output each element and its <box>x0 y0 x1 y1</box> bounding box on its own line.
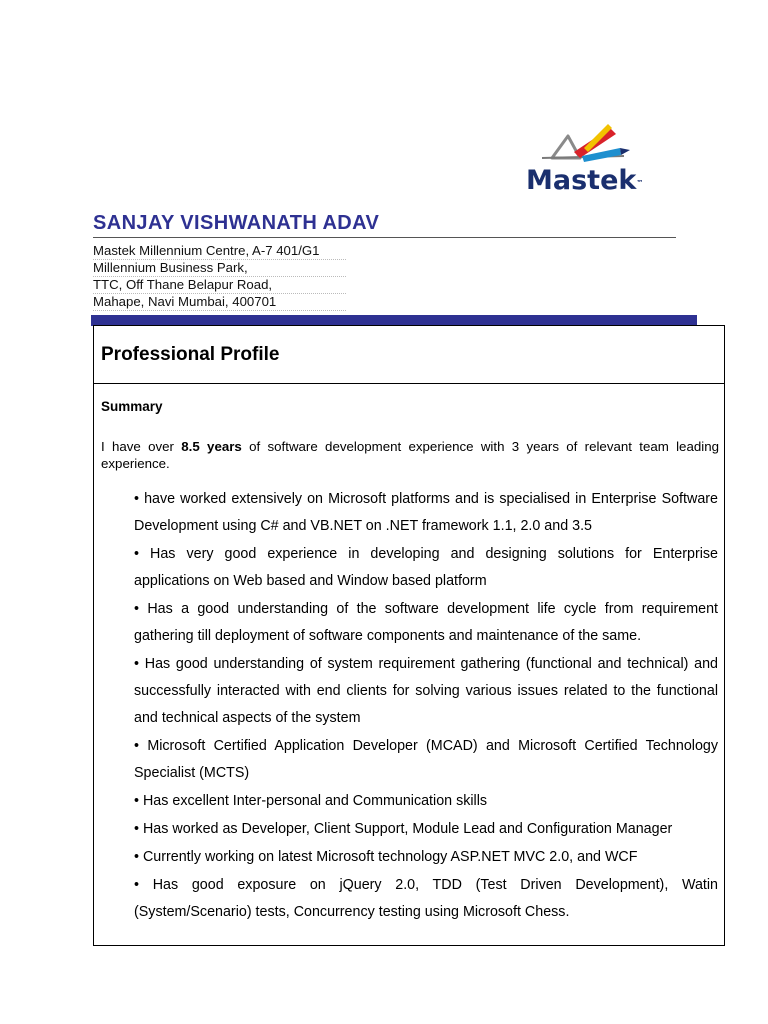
name-divider <box>93 237 676 238</box>
bullet-item: • Microsoft Certified Application Developer (MCAD) and Microsoft Certified Technology Specialist (MCTS) <box>134 733 718 787</box>
address-line: TTC, Off Thane Belapur Road, <box>93 277 346 294</box>
address-line: Mastek Millennium Centre, A-7 401/G1 <box>93 243 346 260</box>
mastek-logo <box>522 122 642 202</box>
professional-profile-section <box>93 325 725 946</box>
summary-intro: I have over 8.5 years of software development experience with 3 years of relevant team leading experience. <box>101 439 719 471</box>
bullet-item: • Has very good experience in developing and designing solutions for Enterprise applications on Web based and Window based platform <box>134 541 718 595</box>
address-line: Millennium Business Park, <box>93 260 346 277</box>
bullet-item: • Has worked as Developer, Client Support, Module Lead and Configuration Manager <box>134 816 718 843</box>
candidate-name: SANJAY VISHWANATH ADAV <box>93 212 380 234</box>
bullet-item: • Has a good understanding of the software development life cycle from requirement gathering till deployment of software components and maintenance of the same. <box>134 596 718 650</box>
bullet-item: • Has good exposure on jQuery 2.0, TDD (Test Driven Development), Watin (System/Scenario) tests, Concurrency testing using Microsoft Chess. <box>134 872 718 926</box>
bullet-item: • Currently working on latest Microsoft technology ASP.NET MVC 2.0, and WCF <box>134 844 718 871</box>
address-block <box>93 243 346 311</box>
address-line: Mahape, Navi Mumbai, 400701 <box>93 294 346 311</box>
summary-bullet-list <box>134 486 718 927</box>
pencil-triangle-logo-icon <box>522 122 642 168</box>
profile-header <box>94 326 724 384</box>
experience-years: 8.5 years <box>181 439 242 454</box>
bullet-item: • Has excellent Inter-personal and Communication skills <box>134 788 718 815</box>
summary-heading: Summary <box>101 399 163 414</box>
bullet-item: • have worked extensively on Microsoft platforms and is specialised in Enterprise Software Development using C# and VB.NET on .NET framework 1.1, 2.0 and 3.5 <box>134 486 718 540</box>
bullet-item: • Has good understanding of system requirement gathering (functional and technical) and successfully interacted with end clients for solving various issues related to the functional and technical aspects of the system <box>134 651 718 732</box>
section-title: Professional Profile <box>101 343 280 365</box>
logo-wordmark: Mastek™ <box>526 165 644 196</box>
